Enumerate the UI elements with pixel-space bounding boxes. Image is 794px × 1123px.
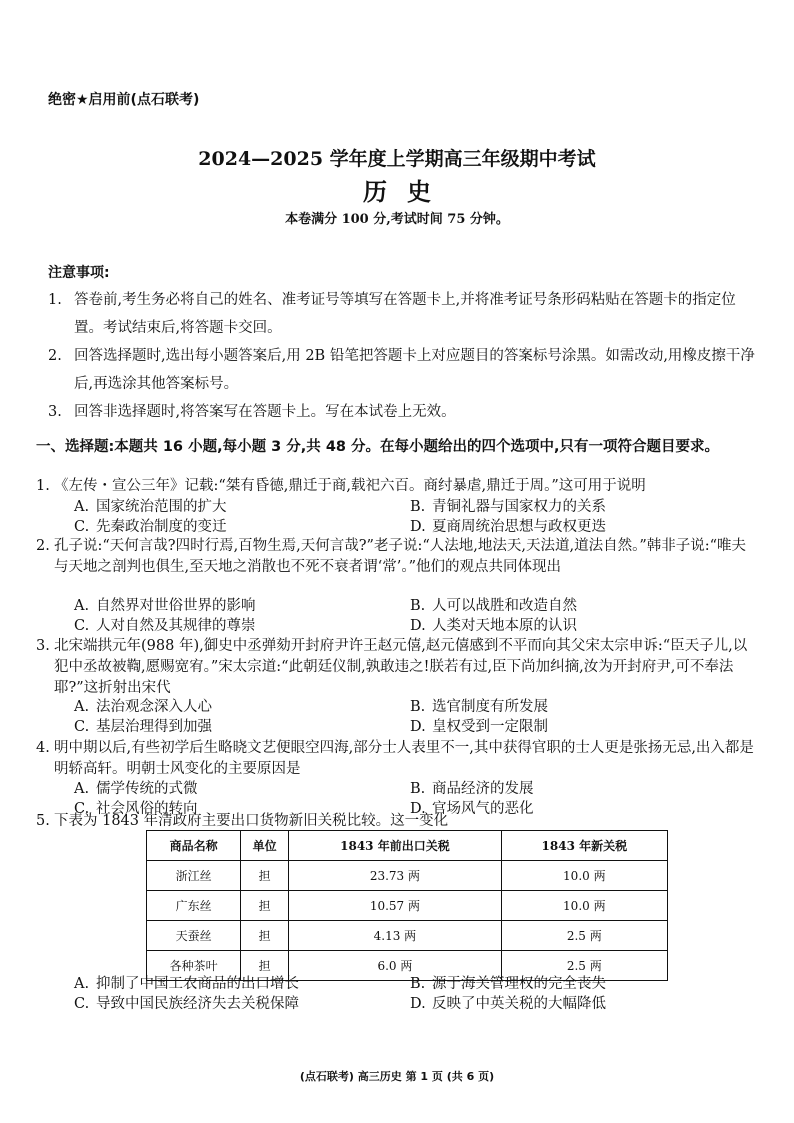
table-cell: 10.0 两 (501, 891, 667, 921)
table-header: 商品名称 (147, 831, 241, 861)
question-5 (36, 811, 760, 832)
notice-text: 回答选择题时,选出每小题答案后,用 2B 铅笔把答题卡上对应题目的答案标号涂黑。如需改动,用橡皮擦干净后,再选涂其他答案标号。 (74, 348, 755, 392)
question-number: 5. (36, 813, 50, 829)
table-cell: 各种茶叶 (147, 951, 241, 981)
option-b[interactable]: B. 选官制度有所发展 (410, 699, 548, 715)
table-cell: 4.13 两 (289, 921, 501, 951)
option-a[interactable]: A. 抑制了中国工农商品的出口增长 (74, 976, 299, 992)
notice-number: 1. (48, 292, 62, 308)
section-heading: 一、选择题:本题共 16 小题,每小题 3 分,共 48 分。在每小题给出的四个选项中,只有一项符合题目要求。 (36, 439, 720, 455)
exam-info: 本卷满分 100 分,考试时间 75 分钟。 (285, 212, 509, 227)
option-c[interactable]: C. 基层治理得到加强 (74, 719, 212, 735)
table-cell: 担 (241, 891, 289, 921)
table-header: 单位 (241, 831, 289, 861)
table-row (147, 891, 668, 921)
notice-number: 3. (48, 404, 62, 420)
question-number: 1. (36, 478, 50, 494)
table-row (147, 921, 668, 951)
question-2 (36, 536, 760, 578)
option-c[interactable]: C. 社会风俗的转向 (74, 801, 198, 817)
table-cell: 10.57 两 (289, 891, 501, 921)
option-a[interactable]: A. 法治观念深入人心 (74, 699, 212, 715)
question-number: 2. (36, 538, 50, 554)
question-text: 下表为 1843 年清政府主要出口货物新旧关税比较。这一变化 (54, 813, 449, 829)
table-header: 1843 年前出口关税 (289, 831, 501, 861)
notice-item-3 (48, 398, 758, 426)
option-d[interactable]: D. 官场风气的恶化 (410, 801, 534, 817)
table-cell: 担 (241, 951, 289, 981)
tariff-table (146, 830, 668, 981)
question-text: 《左传・宣公三年》记载:“桀有昏德,鼎迁于商,载祀六百。商纣暴虐,鼎迁于周。”这可用于说明 (54, 478, 646, 494)
option-d[interactable]: D. 反映了中英关税的大幅降低 (410, 996, 606, 1012)
secret-label: 绝密★启用前(点石联考) (48, 92, 200, 108)
option-a[interactable]: A. 自然界对世俗世界的影响 (74, 598, 256, 614)
table-row (147, 861, 668, 891)
table-cell: 担 (241, 861, 289, 891)
question-1 (36, 476, 760, 497)
option-b[interactable]: B. 源于海关管理权的完全丧失 (410, 976, 606, 992)
table-cell: 担 (241, 921, 289, 951)
exam-subject: 历史 (363, 177, 451, 206)
table-cell: 6.0 两 (289, 951, 501, 981)
option-a[interactable]: A. 儒学传统的式微 (74, 781, 198, 797)
question-text: 明中期以后,有些初学后生略晓文艺便眼空四海,部分士人表里不一,其中获得官职的士人更是张扬无忌,出入都是明轿高轩。明朝士风变化的主要原因是 (54, 740, 754, 777)
option-c[interactable]: C. 人对自然及其规律的尊崇 (74, 618, 256, 634)
table-cell: 广东丝 (147, 891, 241, 921)
question-3 (36, 636, 760, 699)
notice-text: 回答非选择题时,将答案写在答题卡上。写在本试卷上无效。 (74, 404, 456, 420)
notice-item-2 (48, 342, 758, 398)
table-cell: 10.0 两 (501, 861, 667, 891)
table-cell: 2.5 两 (501, 951, 667, 981)
option-d[interactable]: D. 夏商周统治思想与政权更迭 (410, 519, 606, 535)
notice-heading: 注意事项: (48, 265, 110, 281)
table-header-row (147, 831, 668, 861)
option-b[interactable]: B. 商品经济的发展 (410, 781, 534, 797)
notice-item-1 (48, 286, 758, 342)
question-4 (36, 738, 760, 780)
table-cell: 天蚕丝 (147, 921, 241, 951)
question-text: 北宋端拱元年(988 年),御史中丞弹劾开封府尹许王赵元僖,赵元僖感到不平而向其父宋太宗申诉:“臣天子儿,以犯中丞故被鞫,愿赐宽宥。”宋太宗道:“此朝廷仪制,孰敢违之!朕若有过,臣下尚加纠摘,汝为开封府尹,可不奉法耶?”这折射出宋代 (54, 638, 748, 696)
option-b[interactable]: B. 青铜礼器与国家权力的关系 (410, 499, 606, 515)
page-footer: (点石联考) 高三历史 第 1 页 (共 6 页) (299, 1070, 495, 1083)
option-d[interactable]: D. 人类对天地本原的认识 (410, 618, 577, 634)
table-cell: 2.5 两 (501, 921, 667, 951)
option-a[interactable]: A. 国家统治范围的扩大 (74, 499, 227, 515)
exam-title: 2024—2025 学年度上学期高三年级期中考试 (198, 148, 596, 170)
question-number: 4. (36, 740, 50, 756)
notice-number: 2. (48, 348, 62, 364)
option-d[interactable]: D. 皇权受到一定限制 (410, 719, 548, 735)
question-number: 3. (36, 638, 50, 654)
option-c[interactable]: C. 先秦政治制度的变迁 (74, 519, 227, 535)
table-header: 1843 年新关税 (501, 831, 667, 861)
option-c[interactable]: C. 导致中国民族经济失去关税保障 (74, 996, 299, 1012)
question-text: 孔子说:“天何言哉?四时行焉,百物生焉,天何言哉?”老子说:“人法地,地法天,天法道,道法自然。”韩非子说:“唯夫与天地之剖判也俱生,至天地之消散也不死不衰者谓‘常’。”他们的观点共同体现出 (54, 538, 747, 575)
table-cell: 23.73 两 (289, 861, 501, 891)
notice-text: 答卷前,考生务必将自己的姓名、准考证号等填写在答题卡上,并将准考证号条形码粘贴在答题卡的指定位置。考试结束后,将答题卡交回。 (74, 292, 736, 336)
table-cell: 浙江丝 (147, 861, 241, 891)
option-b[interactable]: B. 人可以战胜和改造自然 (410, 598, 577, 614)
